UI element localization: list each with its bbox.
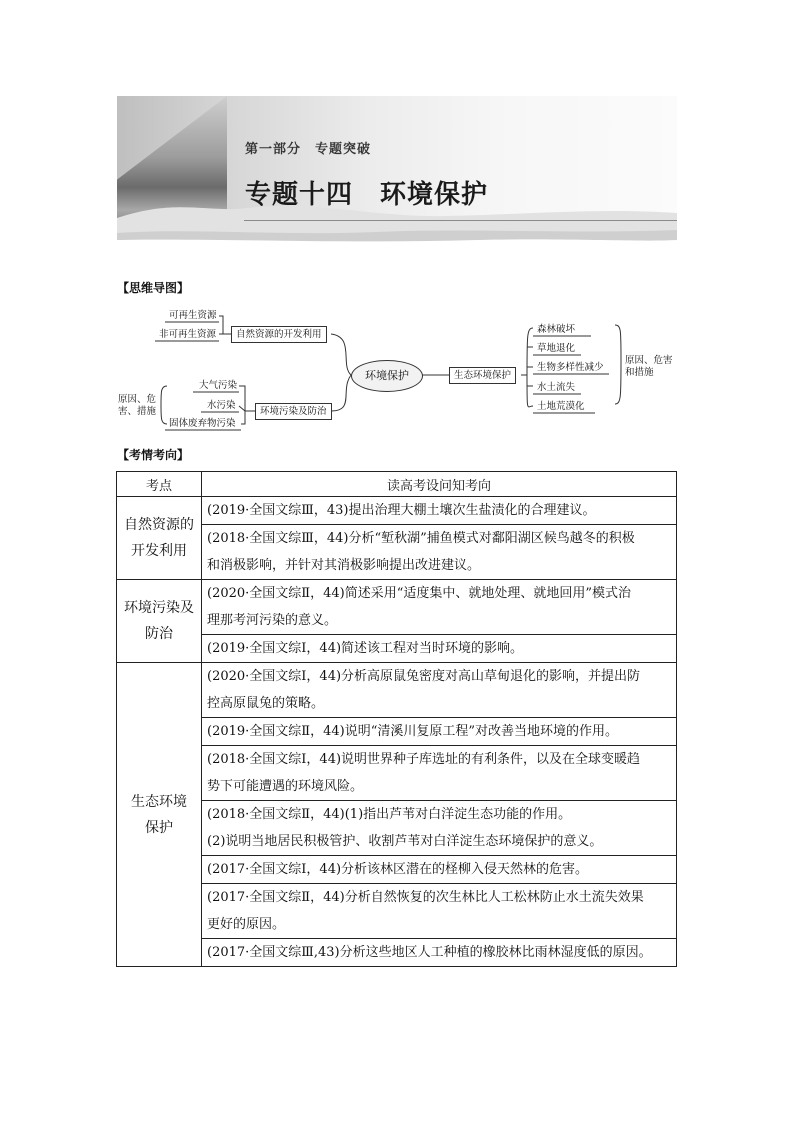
table-row <box>117 580 677 635</box>
question-line: (2019·全国文综Ⅲ，43)提出治理大棚土壤次生盐渍化的合理建议。 <box>207 503 596 518</box>
question-line: (2017·全国文综Ⅱ，44)分析自然恢复的次生林比人工松林防止水土流失效果 <box>207 890 644 905</box>
table-header-row <box>117 472 677 497</box>
question-line: (2019·全国文综Ⅱ，44)说明“清溪川复原工程”对改善当地环境的作用。 <box>207 724 619 739</box>
mm-center-node: 环境保护 <box>351 360 423 392</box>
table-row <box>117 663 677 718</box>
topic-line: 保护 <box>145 819 173 836</box>
question-line: 势下可能遭遇的环境风险。 <box>207 779 364 794</box>
mm-branch-pollution: 环境污染及防治 <box>255 403 332 420</box>
chapter-banner <box>117 96 677 248</box>
question-line: 理那考河污染的意义。 <box>207 613 338 628</box>
chapter-title: 专题十四 环境保护 <box>245 180 489 210</box>
mind-map <box>115 305 685 440</box>
topic-line: 防治 <box>145 626 173 642</box>
question-cell <box>202 525 677 580</box>
question-cell <box>202 497 677 525</box>
question-cell <box>202 801 677 856</box>
mm-item-soil-erosion: 水土流失 <box>537 382 576 393</box>
mm-item-air-pollution: 大气污染 <box>199 380 238 391</box>
question-cell <box>202 884 677 939</box>
mm-branch-resources: 自然资源的开发利用 <box>231 326 327 343</box>
question-line: (2)说明当地居民积极管护、收割芦苇对白洋淀生态环境保护的意义。 <box>207 834 603 849</box>
question-cell <box>202 663 677 718</box>
question-cell <box>202 856 677 884</box>
header-questions: 读高考设问知考向 <box>202 472 677 497</box>
question-line: (2017·全国文综Ⅰ，44)分析该林区潜在的柽柳入侵天然林的危害。 <box>207 862 589 877</box>
mm-item-desertification: 土地荒漠化 <box>537 401 585 412</box>
exam-table <box>116 471 677 967</box>
mm-item-renewable: 可再生资源 <box>169 310 217 321</box>
topic-line: 自然资源的 <box>124 517 194 533</box>
mm-note-left-1: 原因、危 <box>118 394 157 405</box>
question-line: (2018·全国文综Ⅲ，44)分析“堑秋湖”捕鱼模式对鄱阳湖区候鸟越冬的积极 <box>207 531 635 546</box>
table-row <box>117 497 677 525</box>
question-cell <box>202 580 677 635</box>
mindmap-label: 【思维导图】 <box>117 281 190 295</box>
mm-item-biodiversity: 生物多样性减少 <box>537 362 604 373</box>
mm-item-solid-waste: 固体废弃物污染 <box>169 418 236 429</box>
mm-item-forest: 森林破坏 <box>537 324 576 335</box>
topic-line: 开发利用 <box>131 543 187 559</box>
mm-note-left-2: 害、措施 <box>118 406 157 417</box>
question-line: (2019·全国文综Ⅰ，44)简述该工程对当时环境的影响。 <box>207 641 524 656</box>
topic-line: 环境污染及 <box>124 600 194 616</box>
question-line: 更好的原因。 <box>207 917 286 932</box>
question-cell <box>202 746 677 801</box>
question-cell <box>202 635 677 663</box>
question-line: (2017·全国文综Ⅲ,43)分析这些地区人工种植的橡胶林比雨林湿度低的原因。 <box>207 945 652 960</box>
question-cell <box>202 939 677 967</box>
topic-cell <box>117 663 202 967</box>
topic-cell <box>117 580 202 663</box>
question-line: 和消极影响，并针对其消极影响提出改进建议。 <box>207 558 481 573</box>
question-line: 控高原鼠兔的策略。 <box>207 696 325 711</box>
question-line: (2018·全国文综Ⅱ，44)(1)指出芦苇对白洋淀生态功能的作用。 <box>207 807 572 822</box>
question-line: (2018·全国文综Ⅰ，44)说明世界种子库选址的有利条件，以及在全球变暖趋 <box>207 752 641 767</box>
question-cell <box>202 718 677 746</box>
mm-note-right-1: 原因、危害 <box>625 355 673 366</box>
question-line: (2020·全国文综Ⅰ，44)分析高原鼠兔密度对高山草甸退化的影响，并提出防 <box>207 669 641 684</box>
mm-item-grassland: 草地退化 <box>537 343 576 354</box>
question-line: (2020·全国文综Ⅱ，44)简述采用“适度集中、就地处理、就地回用”模式治 <box>207 586 632 601</box>
title-divider <box>244 220 677 221</box>
topic-cell <box>117 497 202 580</box>
mm-item-water-pollution: 水污染 <box>207 400 236 411</box>
mm-item-nonrenewable: 非可再生资源 <box>159 329 217 340</box>
mm-note-right-2: 和措施 <box>625 367 654 378</box>
exam-label: 【考情考向】 <box>117 448 190 462</box>
header-topic: 考点 <box>117 472 202 497</box>
part-label: 第一部分 专题突破 <box>245 142 372 157</box>
mm-branch-ecology: 生态环境保护 <box>449 367 516 384</box>
topic-line: 生态环境 <box>131 793 187 810</box>
